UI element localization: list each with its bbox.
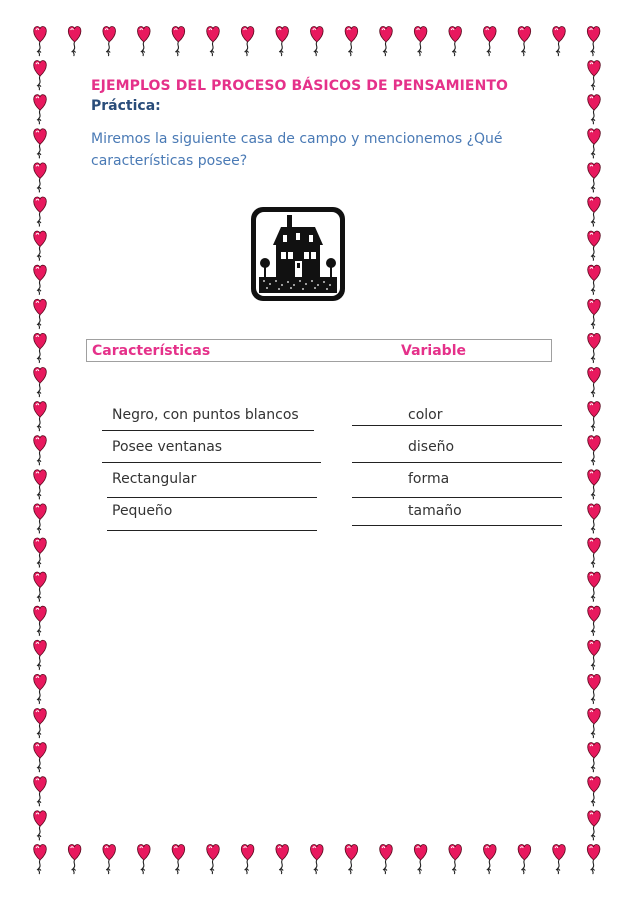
heart-balloon-icon (34, 640, 47, 670)
heart-balloon-icon (588, 538, 601, 568)
heart-balloon-icon (34, 743, 47, 773)
row-3-right-line (352, 497, 562, 498)
heart-balloon-icon (414, 844, 427, 874)
heart-balloon-icon (137, 844, 150, 874)
heart-balloon-icon (588, 572, 601, 602)
heart-balloon-icon (587, 26, 600, 56)
heart-balloon-icon (588, 708, 601, 738)
heart-balloon-icon (588, 743, 601, 773)
heart-balloon-icon (34, 61, 47, 91)
table-header (86, 339, 552, 362)
heart-balloon-icon (518, 844, 531, 874)
row-1-left-line (102, 430, 314, 431)
heart-balloon-icon (276, 26, 289, 56)
heart-balloon-icon (34, 333, 47, 363)
heart-balloon-icon (588, 231, 601, 261)
heart-balloon-icon (103, 26, 116, 56)
heart-balloon-icon (380, 844, 393, 874)
heart-balloon-icon (588, 606, 601, 636)
heart-balloon-icon (34, 470, 47, 500)
heart-balloon-icon (345, 844, 358, 874)
row-3-left-line (107, 497, 317, 498)
heart-balloon-icon (588, 299, 601, 329)
heart-balloon-icon (588, 674, 601, 704)
heart-balloon-icon (34, 504, 47, 534)
document-title: EJEMPLOS DEL PROCESO BÁSICOS DE PENSAMIENTO (91, 78, 509, 94)
heart-balloon-icon (34, 129, 47, 159)
heart-balloon-icon (588, 333, 601, 363)
heart-balloon-icon (34, 367, 47, 397)
heart-balloon-icon (34, 197, 47, 227)
practice-label: Práctica: (91, 98, 161, 114)
row-4-right-line (352, 525, 562, 526)
heart-balloon-icon (34, 299, 47, 329)
heart-balloon-icon (68, 844, 81, 874)
heart-balloon-icon (137, 26, 150, 56)
heart-balloon-icon (68, 26, 81, 56)
heart-balloon-icon (34, 844, 47, 874)
heart-balloon-icon (34, 811, 47, 841)
row-1-variable: color (408, 407, 443, 423)
heart-balloon-icon (172, 844, 185, 874)
heart-balloon-icon (483, 844, 496, 874)
heart-balloon-icon (588, 504, 601, 534)
row-2-variable: diseño (408, 439, 455, 455)
heart-balloon-icon (588, 640, 601, 670)
heart-balloon-icon (34, 436, 47, 466)
heart-balloon-icon (588, 402, 601, 432)
heart-balloon-icon (34, 674, 47, 704)
heart-balloon-icon (172, 26, 185, 56)
heart-balloon-icon (310, 844, 323, 874)
heart-balloon-icon (588, 61, 601, 91)
heart-balloon-icon (588, 129, 601, 159)
heart-balloon-icon (588, 265, 601, 295)
heart-balloon-icon (380, 26, 393, 56)
heart-balloon-icon (34, 265, 47, 295)
heart-balloon-icon (34, 777, 47, 807)
heart-balloon-icon (449, 26, 462, 56)
heart-balloon-icon (34, 26, 47, 56)
row-4-variable: tamaño (408, 503, 462, 519)
house-icon (249, 205, 347, 303)
heart-balloon-icon (587, 844, 600, 874)
heart-balloon-icon (207, 844, 220, 874)
heart-balloon-icon (34, 402, 47, 432)
row-1-characteristic: Negro, con puntos blancos (112, 407, 299, 423)
heart-balloon-icon (34, 606, 47, 636)
heart-balloon-icon (588, 436, 601, 466)
heart-balloon-icon (34, 95, 47, 125)
heart-balloon-icon (588, 95, 601, 125)
heart-balloon-icon (414, 26, 427, 56)
heart-balloon-icon (34, 572, 47, 602)
instruction-text: Miremos la siguiente casa de campo y mencionemos ¿Qué características posee? (91, 131, 503, 169)
heart-balloon-icon (588, 811, 601, 841)
row-1-right-line (352, 425, 562, 426)
heart-balloon-icon (103, 844, 116, 874)
heart-balloon-icon (588, 163, 601, 193)
heart-balloon-icon (588, 777, 601, 807)
heart-balloon-icon (553, 844, 566, 874)
heart-balloon-icon (241, 26, 254, 56)
heart-balloon-icon (241, 844, 254, 874)
row-3-characteristic: Rectangular (112, 471, 197, 487)
row-2-characteristic: Posee ventanas (112, 439, 223, 455)
heart-balloon-icon (518, 26, 531, 56)
header-variable: Variable (401, 343, 466, 359)
heart-balloon-icon (310, 26, 323, 56)
heart-balloon-icon (345, 26, 358, 56)
heart-balloon-icon (588, 470, 601, 500)
heart-balloon-icon (588, 367, 601, 397)
heart-balloon-icon (34, 538, 47, 568)
row-3-variable: forma (408, 471, 450, 487)
heart-balloon-icon (588, 197, 601, 227)
heart-balloon-icon (483, 26, 496, 56)
heart-balloon-icon (34, 163, 47, 193)
heart-balloon-icon (207, 26, 220, 56)
header-characteristics: Características (92, 343, 211, 359)
row-2-right-line (352, 462, 562, 463)
row-2-left-line (102, 462, 321, 463)
heart-balloon-icon (276, 844, 289, 874)
heart-balloon-icon (34, 708, 47, 738)
heart-balloon-icon (553, 26, 566, 56)
row-4-characteristic: Pequeño (112, 503, 173, 519)
heart-balloon-icon (34, 231, 47, 261)
heart-balloon-icon (449, 844, 462, 874)
row-4-left-line (107, 530, 317, 531)
